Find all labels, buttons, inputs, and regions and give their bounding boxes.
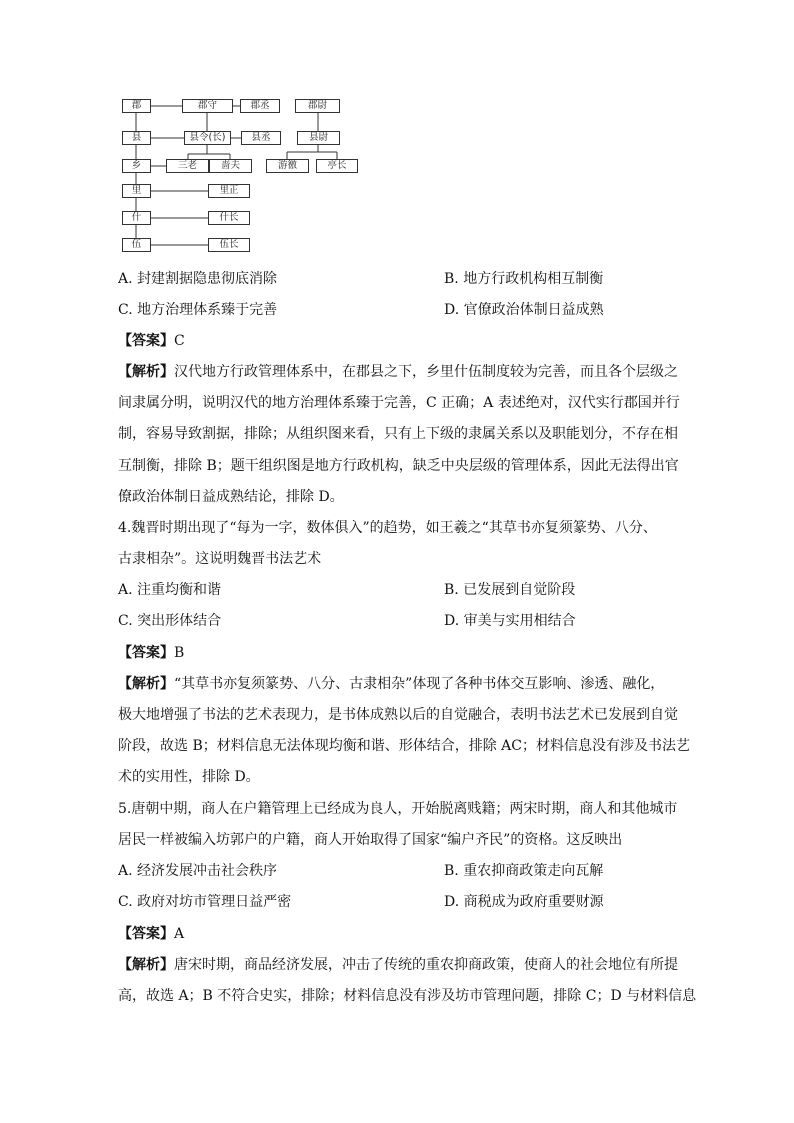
box-lizheng: 里正 xyxy=(208,184,250,198)
han-local-administration-diagram xyxy=(120,97,370,259)
q4-stem-line-2: 古隶相杂”。这说明魏晋书法艺术 xyxy=(118,551,322,567)
q5-answer xyxy=(118,924,184,944)
q4-option-d: D. 审美与实用相结合 xyxy=(444,613,576,629)
q4-analysis-label: 【解析】 xyxy=(118,676,174,692)
q3-answer-value: C xyxy=(174,333,185,349)
box-xian: 县 xyxy=(122,131,151,145)
box-shizhang: 什长 xyxy=(208,211,250,225)
q4-option-c: C. 突出形体结合 xyxy=(118,613,222,629)
q5-stem-line-2: 居民一样被编入坊郭户的户籍，商人开始取得了国家“编户齐民”的资格。这反映出 xyxy=(118,832,623,848)
box-xianling: 县令(长) xyxy=(184,131,231,145)
q5-stem-line-1: 5.唐朝中期，商人在户籍管理上已经成为良人，开始脱离贱籍；两宋时期，商人和其他城市 xyxy=(118,801,678,817)
q3-option-d: D. 官僚政治体制日益成熟 xyxy=(444,302,604,318)
q3-option-b: B. 地方行政机构相互制衡 xyxy=(444,271,604,287)
q5-answer-value: A xyxy=(174,926,185,942)
q3-option-c: C. 地方治理体系臻于完善 xyxy=(118,302,278,318)
box-sanlao: 三老 xyxy=(166,159,209,173)
q5-option-a: A. 经济发展冲击社会秩序 xyxy=(118,863,278,879)
q3-answer xyxy=(118,331,185,351)
q5-analysis-line-1 xyxy=(118,955,678,975)
box-youjiao: 游徼 xyxy=(266,159,309,173)
box-xiancheng: 县丞 xyxy=(241,131,281,145)
q4-answer-label: 【答案】 xyxy=(118,645,174,661)
q3-analysis-line-4: 互制衡，排除 B；题干组织图是地方行政机构，缺乏中央层级的管理体系，因此无法得出官 xyxy=(118,458,679,474)
q5-option-c: C. 政府对坊市管理日益严密 xyxy=(118,894,292,910)
q4-stem-line-1: 4.魏晋时期出现了“每为一字，数体俱入”的趋势，如王羲之“其草书亦复须篆势、八分、 xyxy=(118,520,657,536)
q5-analysis-text-1: 唐宋时期，商品经济发展，冲击了传统的重农抑商政策，使商人的社会地位有所提 xyxy=(174,957,678,973)
q4-answer-value: B xyxy=(174,645,185,661)
q5-analysis-label: 【解析】 xyxy=(118,957,174,973)
q4-analysis-line-4: 术的实用性，排除 D。 xyxy=(118,769,260,785)
q3-answer-label: 【答案】 xyxy=(118,333,174,349)
q4-analysis-line-3: 阶段，故选 B；材料信息无法体现均衡和谐、形体结合，排除 AC；材料信息没有涉及书法艺 xyxy=(118,738,691,754)
q4-option-b: B. 已发展到自觉阶段 xyxy=(444,582,576,598)
q5-option-b: B. 重农抑商政策走向瓦解 xyxy=(444,863,604,879)
q4-analysis-line-1 xyxy=(118,674,678,694)
box-wuzhang: 伍长 xyxy=(208,238,250,252)
q3-analysis-text-1: 汉代地方行政管理体系中，在郡县之下，乡里什伍制度较为完善，而且各个层级之 xyxy=(174,364,678,380)
box-xiang: 乡 xyxy=(122,159,151,173)
box-jun: 郡 xyxy=(122,99,151,113)
box-xianwei: 县尉 xyxy=(297,131,340,145)
box-li: 里 xyxy=(122,184,151,198)
box-wu: 伍 xyxy=(122,238,151,252)
q5-option-d: D. 商税成为政府重要财源 xyxy=(444,894,604,910)
q3-analysis-line-1 xyxy=(118,362,678,382)
q4-analysis-text-1: “其草书亦复须篆势、八分、古隶相杂”体现了各种书体交互影响、渗透、融化， xyxy=(174,676,665,692)
box-junwei: 郡尉 xyxy=(295,99,340,113)
box-tingzhang: 亭长 xyxy=(316,159,358,173)
q5-analysis-line-2: 高，故选 A；B 不符合史实，排除；材料信息没有涉及坊市管理问题，排除 C；D 与材料信息 xyxy=(118,988,697,1004)
box-junshou: 郡守 xyxy=(182,99,233,113)
box-shi: 什 xyxy=(122,211,151,225)
q5-answer-label: 【答案】 xyxy=(118,926,174,942)
q4-analysis-line-2: 极大地增强了书法的艺术表现力，是书体成熟以后的自觉融合，表明书法艺术已发展到自觉 xyxy=(118,707,678,723)
q4-answer xyxy=(118,643,184,663)
q3-analysis-line-5: 僚政治体制日益成熟结论，排除 D。 xyxy=(118,489,344,505)
box-sefu: 啬夫 xyxy=(209,159,252,173)
q3-option-a: A. 封建割据隐患彻底消除 xyxy=(118,271,278,287)
q3-analysis-line-3: 制，容易导致割据，排除；从组织图来看，只有上下级的隶属关系以及职能划分，不存在相 xyxy=(118,426,678,442)
diagram-connectors xyxy=(120,97,370,259)
q4-option-a: A. 注重均衡和谐 xyxy=(118,582,222,598)
q3-analysis-line-2: 间隶属分明，说明汉代的地方治理体系臻于完善，C 正确；A 表述绝对，汉代实行郡国并行 xyxy=(118,395,680,411)
box-juncheng: 郡丞 xyxy=(240,99,280,113)
q3-analysis-label: 【解析】 xyxy=(118,364,174,380)
